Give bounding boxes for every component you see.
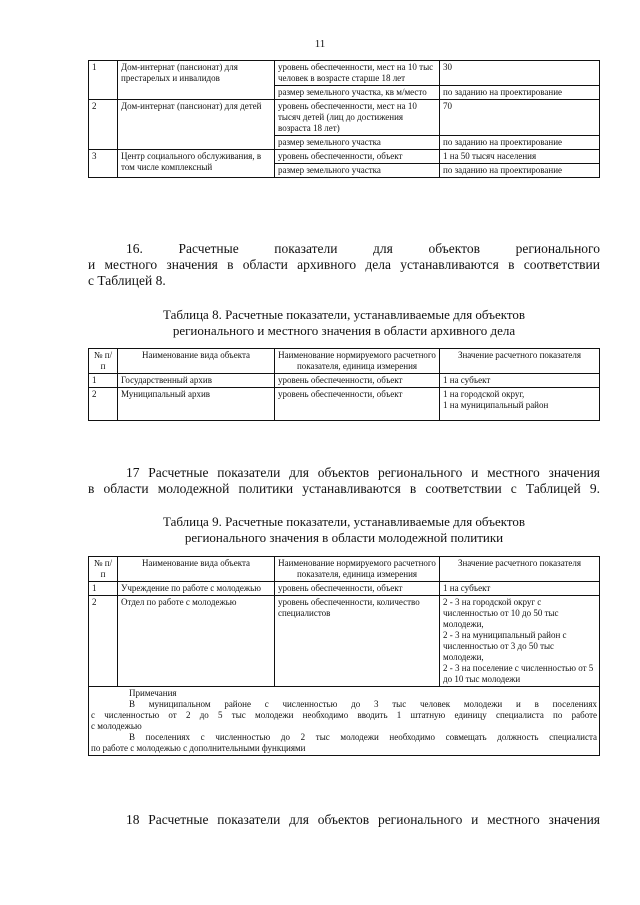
paragraph-16: [88, 241, 600, 289]
page-number: 11: [314, 38, 326, 50]
column-header: Наименование вида объекта: [118, 349, 275, 374]
indicator-name: размер земельного участка: [275, 164, 440, 178]
table-8: [88, 348, 600, 421]
object-name: Центр социального обслуживания, в том числе комплексный: [118, 150, 275, 178]
row-number: 1: [89, 374, 118, 388]
table-row: [89, 374, 600, 388]
indicator-value: 1 на 50 тысяч населения: [440, 150, 600, 164]
indicator-value: 1 на субъект: [440, 582, 600, 596]
paragraph-line: в области молодежной политики устанавливаются в соответствии с Таблицей 9.: [88, 481, 600, 496]
row-number: 2: [89, 596, 118, 687]
value-line: 2 - 3 на городской округ с численностью от 10 до 50 тыс молодежи,: [443, 597, 559, 629]
caption-line: регионального значения в области молодежной политики: [184, 530, 504, 545]
paragraph-line: 16. Расчетные показатели для объектов регионального: [126, 241, 600, 256]
indicator-value: 1 на субъект: [440, 374, 600, 388]
table-social-services: [88, 60, 600, 178]
caption-line: Таблица 8. Расчетные показатели, устанавливаемые для объектов: [162, 307, 526, 322]
row-number: 3: [89, 150, 118, 178]
row-number: 2: [89, 100, 118, 150]
indicator-value: 30: [440, 61, 600, 86]
column-header: Наименование вида объекта: [118, 557, 275, 582]
indicator-name: уровень обеспеченности, объект: [275, 374, 440, 388]
object-name: Отдел по работе с молодежью: [118, 596, 275, 687]
indicator-name: уровень обеспеченности, мест на 10 тысяч детей (лиц до достижения возраста 18 лет): [275, 100, 440, 136]
indicator-value: по заданию на проектирование: [440, 136, 600, 150]
paragraph-line: 17 Расчетные показатели для объектов регионального и местного значения: [126, 465, 600, 480]
indicator-name: уровень обеспеченности, количество специалистов: [275, 596, 440, 687]
indicator-name: уровень обеспеченности, мест на 10 тыс человек в возрасте старше 18 лет: [275, 61, 440, 86]
object-name: Государственный архив: [118, 374, 275, 388]
column-header: Значение расчетного показателя: [440, 349, 600, 374]
table-row: [89, 582, 600, 596]
table-row: [89, 388, 600, 421]
paragraph-line: и местного значения в области архивного дела устанавливаются в соответствии: [88, 257, 600, 272]
table-notes-row: [89, 687, 600, 756]
table-8-caption: [88, 307, 600, 339]
paragraph-line: с Таблицей 8.: [88, 273, 166, 288]
column-header: Значение расчетного показателя: [440, 557, 600, 582]
object-name: Дом-интернат (пансионат) для детей: [118, 100, 275, 150]
paragraph-18: [88, 812, 600, 828]
indicator-value: по заданию на проектирование: [440, 86, 600, 100]
column-header: Наименование нормируемого расчетного показателя, единица измерения: [275, 349, 440, 374]
indicator-name: уровень обеспеченности, объект: [275, 150, 440, 164]
table-row: [89, 100, 600, 136]
object-name: Муниципальный архив: [118, 388, 275, 421]
table-row: [89, 596, 600, 687]
caption-line: регионального и местного значения в области архивного дела: [172, 323, 516, 338]
table-9: [88, 556, 600, 756]
table-9-caption: [88, 514, 600, 546]
note-line: с молодежью: [91, 721, 142, 731]
value-line: 1 на городской округ,: [443, 389, 525, 399]
note-line: с численностью от 2 до 5 тыс молодежи необходимо вводить 1 штатную единицу специалиста по работе: [91, 710, 597, 720]
column-header: № п/п: [89, 557, 118, 582]
table-header-row: [89, 557, 600, 582]
indicator-name: уровень обеспеченности, объект: [275, 582, 440, 596]
indicator-value: [440, 388, 600, 421]
indicator-name: размер земельного участка: [275, 136, 440, 150]
notes-title: Примечания: [129, 688, 177, 698]
indicator-value: 70: [440, 100, 600, 136]
row-number: 1: [89, 61, 118, 100]
indicator-name: уровень обеспеченности, объект: [275, 388, 440, 421]
table-row: [89, 150, 600, 164]
value-line: 2 - 3 на поселение с численностью от 5 до 10 тыс молодежи: [443, 663, 594, 684]
table-row: [89, 61, 600, 86]
value-line: 2 - 3 на муниципальный район с численностью от 3 до 50 тыс молодежи,: [443, 630, 567, 662]
value-line: 1 на муниципальный район: [443, 400, 549, 410]
note-line: по работе с молодежью с дополнительными функциями: [91, 743, 306, 753]
column-header: Наименование нормируемого расчетного показателя, единица измерения: [275, 557, 440, 582]
table-header-row: [89, 349, 600, 374]
row-number: 1: [89, 582, 118, 596]
column-header: № п/п: [89, 349, 118, 374]
note-line: В муниципальном районе с численностью до 3 тыс человек молодежи и в поселениях: [129, 699, 597, 709]
paragraph-17: [88, 465, 600, 497]
paragraph-line: 18 Расчетные показатели для объектов регионального и местного значения: [126, 812, 600, 827]
indicator-name: размер земельного участка, кв м/место: [275, 86, 440, 100]
note-line: В поселениях с численностью до 2 тыс молодежи необходимо совмещать должность специалиста: [129, 732, 597, 742]
notes-cell: [89, 687, 600, 756]
caption-line: Таблица 9. Расчетные показатели, устанавливаемые для объектов: [162, 514, 526, 529]
object-name: Дом-интернат (пансионат) для престарелых и инвалидов: [118, 61, 275, 100]
indicator-value: по заданию на проектирование: [440, 164, 600, 178]
indicator-value: [440, 596, 600, 687]
object-name: Учреждение по работе с молодежью: [118, 582, 275, 596]
row-number: 2: [89, 388, 118, 421]
